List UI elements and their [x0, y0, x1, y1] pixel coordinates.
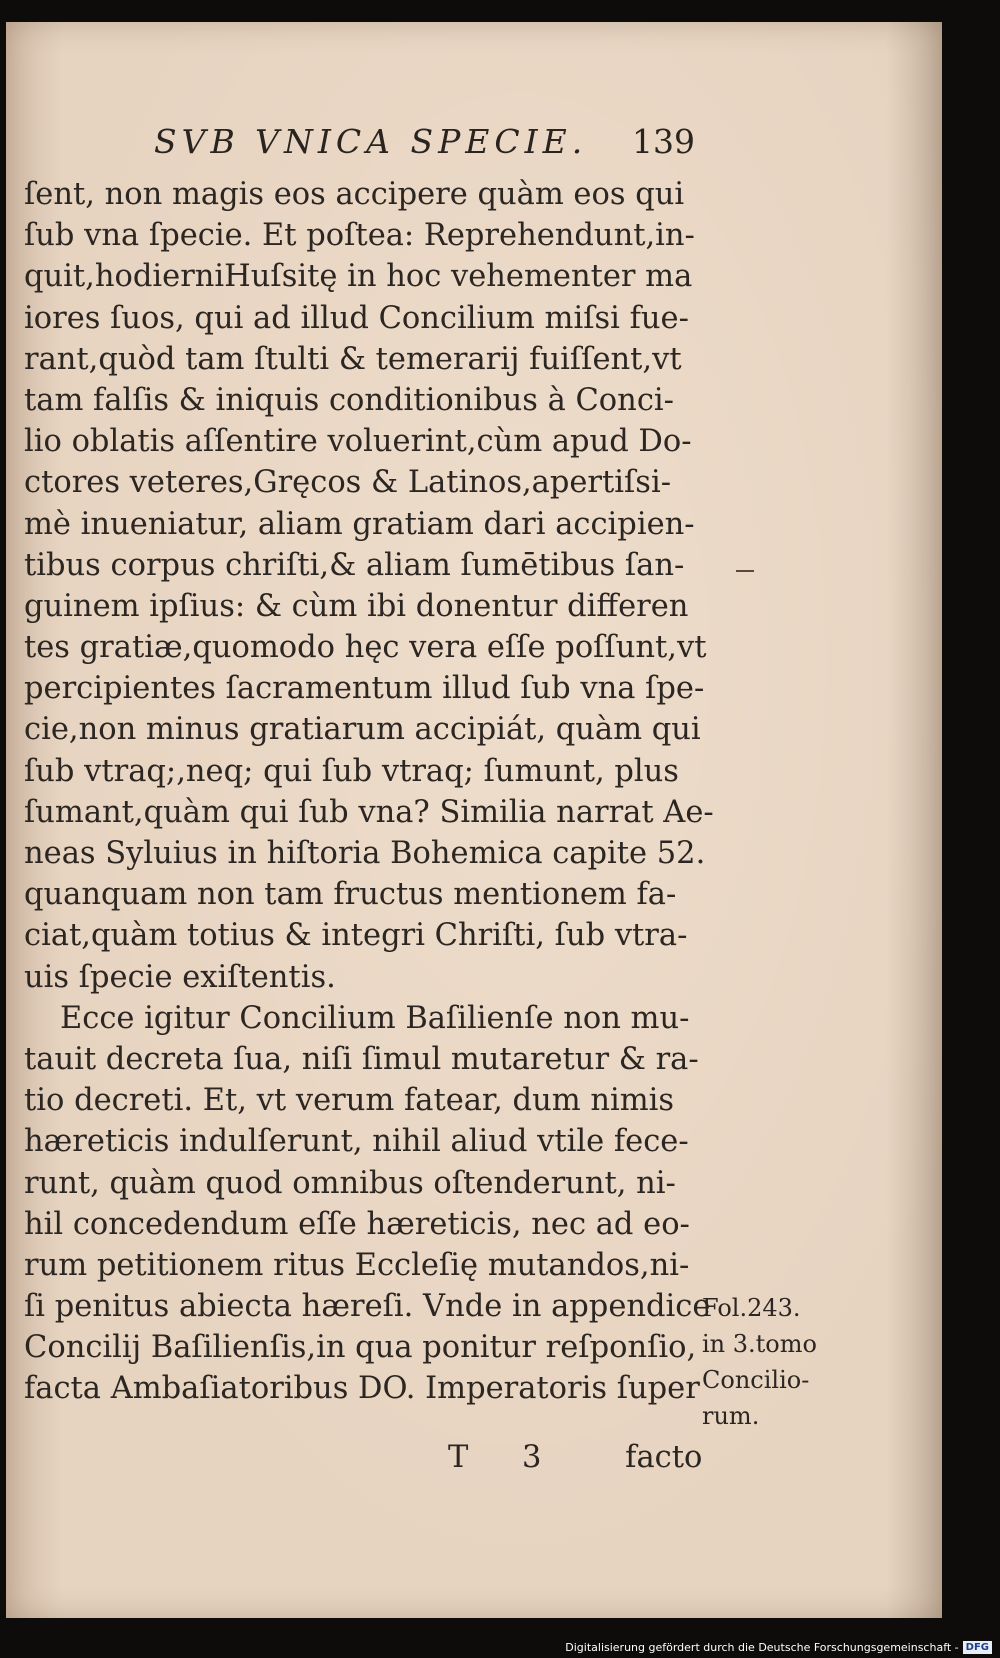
- margin-dash: [736, 570, 754, 572]
- text-line: ſub vtraq;,neq; qui ſub vtraq; ſumunt, plus: [24, 753, 679, 789]
- dfg-logo: DFG: [963, 1641, 992, 1654]
- text-line: ſent, non magis eos accipere quàm eos qui: [24, 177, 685, 212]
- catchline: [448, 1440, 702, 1475]
- text-line: quit,hodierniHuſsitę in hoc vehementer ma: [24, 259, 693, 295]
- text-line: lio oblatis aſſentire voluerint,cùm apud Do-: [24, 424, 692, 460]
- marginal-note: [702, 1290, 817, 1434]
- text-line: uis ſpecie exiſtentis.: [24, 959, 336, 995]
- text-line: tam falſis & iniquis conditionibus à Conci-: [24, 382, 674, 418]
- text-line: tibus corpus chriſti,& aliam ſumētibus ſan-: [24, 547, 685, 583]
- body-text: [24, 174, 714, 1410]
- text-line: ctores veteres,Gręcos & Latinos,apertiſsi-: [24, 465, 672, 501]
- book-page: [6, 22, 942, 1618]
- text-line: ſi penitus abiecta hæreſi. Vnde in appendice: [24, 1289, 711, 1325]
- marginal-note-line: Fol.243.: [702, 1294, 801, 1322]
- text-line: facta Ambaſiatoribus DO. Imperatoris ſuper: [24, 1371, 700, 1407]
- text-line: mè inueniatur, aliam gratiam dari accipien-: [24, 506, 695, 542]
- text-line: cie,non minus gratiarum accipiát, quàm qui: [24, 712, 701, 748]
- text-line: ciat,quàm totius & integri Chriſti, ſub vtra-: [24, 918, 688, 954]
- text-line: tauit decreta ſua, niſi ſimul mutaretur & ra-: [24, 1041, 699, 1077]
- text-line: Concilij Baſilienſis,in qua ponitur reſponſio,: [24, 1330, 697, 1366]
- text-line: rum petitionem ritus Eccleſię mutandos,ni-: [24, 1247, 690, 1283]
- digitization-footer: [565, 1641, 992, 1654]
- text-line: neas Syluius in hiſtoria Bohemica capite 52.: [24, 836, 706, 871]
- footer-credit: Digitalisierung gefördert durch die Deutsche Forschungsgemeinschaft -: [565, 1641, 959, 1654]
- signature-number: 3: [522, 1440, 542, 1475]
- text-line: rant,quòd tam ſtulti & temerarij fuiſſent,vt: [24, 341, 682, 377]
- text-line: guinem ipſius: & cùm ibi donentur differen: [24, 588, 689, 624]
- marginal-note-line: rum.: [702, 1402, 760, 1430]
- text-line: tio decreti. Et, vt verum fatear, dum nimis: [24, 1083, 675, 1119]
- text-line: hil concedendum eſſe hæreticis, nec ad eo-: [24, 1206, 690, 1242]
- marginal-note-line: Concilio-: [702, 1366, 810, 1394]
- text-line: ſub vna ſpecie. Et poſtea: Reprehendunt,in-: [24, 218, 695, 254]
- text-line: ſumant,quàm qui ſub vna? Similia narrat Ae-: [24, 794, 714, 830]
- running-head-title: SVB VNICA SPECIE.: [154, 122, 588, 161]
- text-line: tes gratiæ,quomodo hęc vera eſſe poſſunt,vt: [24, 630, 707, 666]
- marginal-note-line: in 3.tomo: [702, 1330, 817, 1358]
- page-number: 139: [632, 122, 695, 161]
- text-line: quanquam non tam fructus mentionem fa-: [24, 877, 677, 913]
- text-line: percipientes ſacramentum illud ſub vna ſpe-: [24, 671, 705, 707]
- text-line: iores ſuos, qui ad illud Concilium miſsi fue-: [24, 300, 689, 336]
- signature-mark: T: [448, 1440, 469, 1475]
- text-line: hæreticis indulſerunt, nihil aliud vtile fece-: [24, 1124, 689, 1160]
- paragraph-start-line: Ecce igitur Concilium Baſilienſe non mu-: [60, 1000, 690, 1036]
- catchword: facto: [625, 1440, 703, 1475]
- text-line: runt, quàm quod omnibus oſtenderunt, ni-: [24, 1165, 676, 1201]
